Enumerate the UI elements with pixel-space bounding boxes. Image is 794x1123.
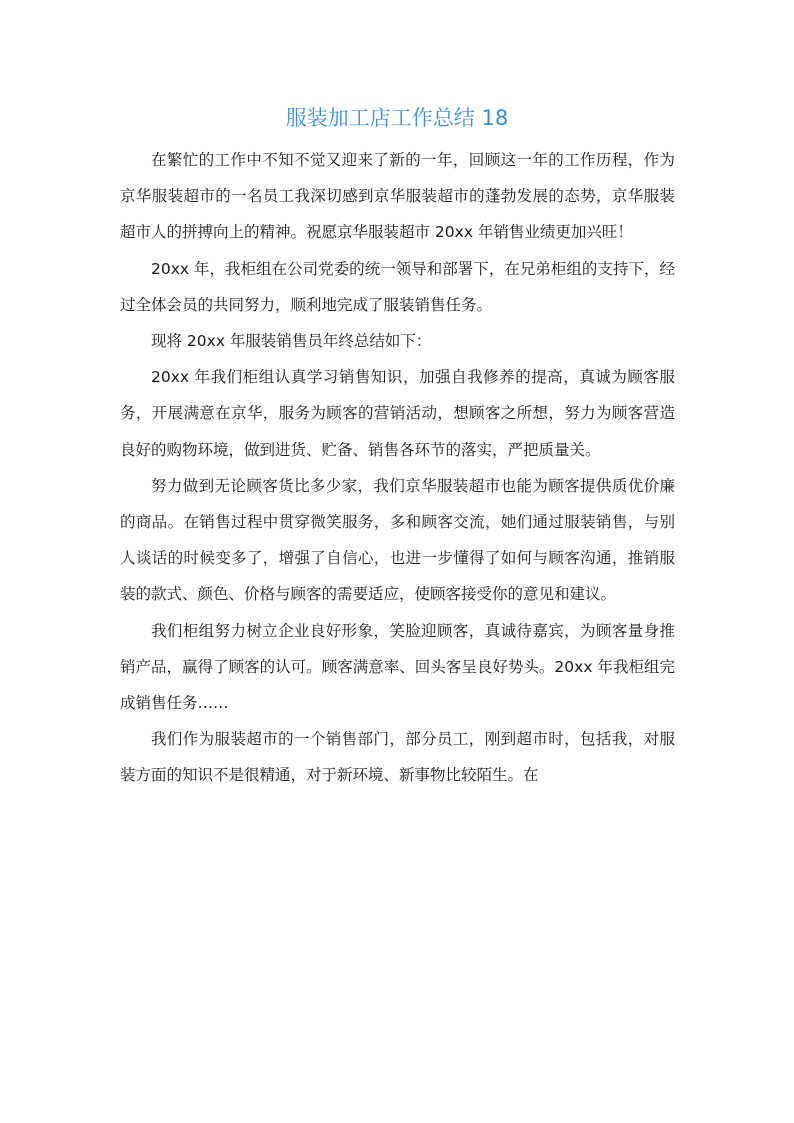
paragraph: 我们作为服装超市的一个销售部门，部分员工，刚到超市时，包括我，对服装方面的知识不是很精通，对于新环境、新事物比较陌生。在	[120, 730, 675, 785]
paragraph: 20xx 年我们柜组认真学习销售知识，加强自我修养的提高，真诚为顾客服务，开展满意在京华，服务为顾客的营销活动，想顾客之所想，努力为顾客营造良好的购物环境，做到进货、贮备、销售各环节的落实，严把质量关。	[120, 368, 675, 459]
document-title: 服装加工店工作总结 18	[285, 106, 509, 130]
paragraph: 在繁忙的工作中不知不觉又迎来了新的一年，回顾这一年的工作历程，作为京华服装超市的一名员工我深切感到京华服装超市的蓬勃发展的态势，京华服装超市人的拼搏向上的精神。祝愿京华服装超市 20xx 年销售业绩更加兴旺！	[120, 151, 675, 242]
paragraph: 20xx 年，我柜组在公司党委的统一领导和部署下，在兄弟柜组的支持下，经过全体会员的共同努力，顺利地完成了服装销售任务。	[120, 259, 675, 314]
paragraph: 现将 20xx 年服装销售员年终总结如下：	[151, 332, 432, 351]
paragraph: 努力做到无论顾客货比多少家，我们京华服装超市也能为顾客提供质优价廉的商品。在销售过程中贯穿微笑服务，多和顾客交流，她们通过服装销售，与别人谈话的时候变多了，增强了自信心，也进一步懂得了如何与顾客沟通，推销服装的款式、颜色、价格与顾客的需要适应，使顾客接受你的意见和建议。	[120, 476, 675, 604]
document-body	[120, 142, 675, 794]
paragraph: 我们柜组努力树立企业良好形象，笑脸迎顾客，真诚待嘉宾，为顾客量身推销产品，赢得了顾客的认可。顾客满意率、回头客呈良好势头。20xx 年我柜组完成销售任务……	[120, 621, 675, 713]
